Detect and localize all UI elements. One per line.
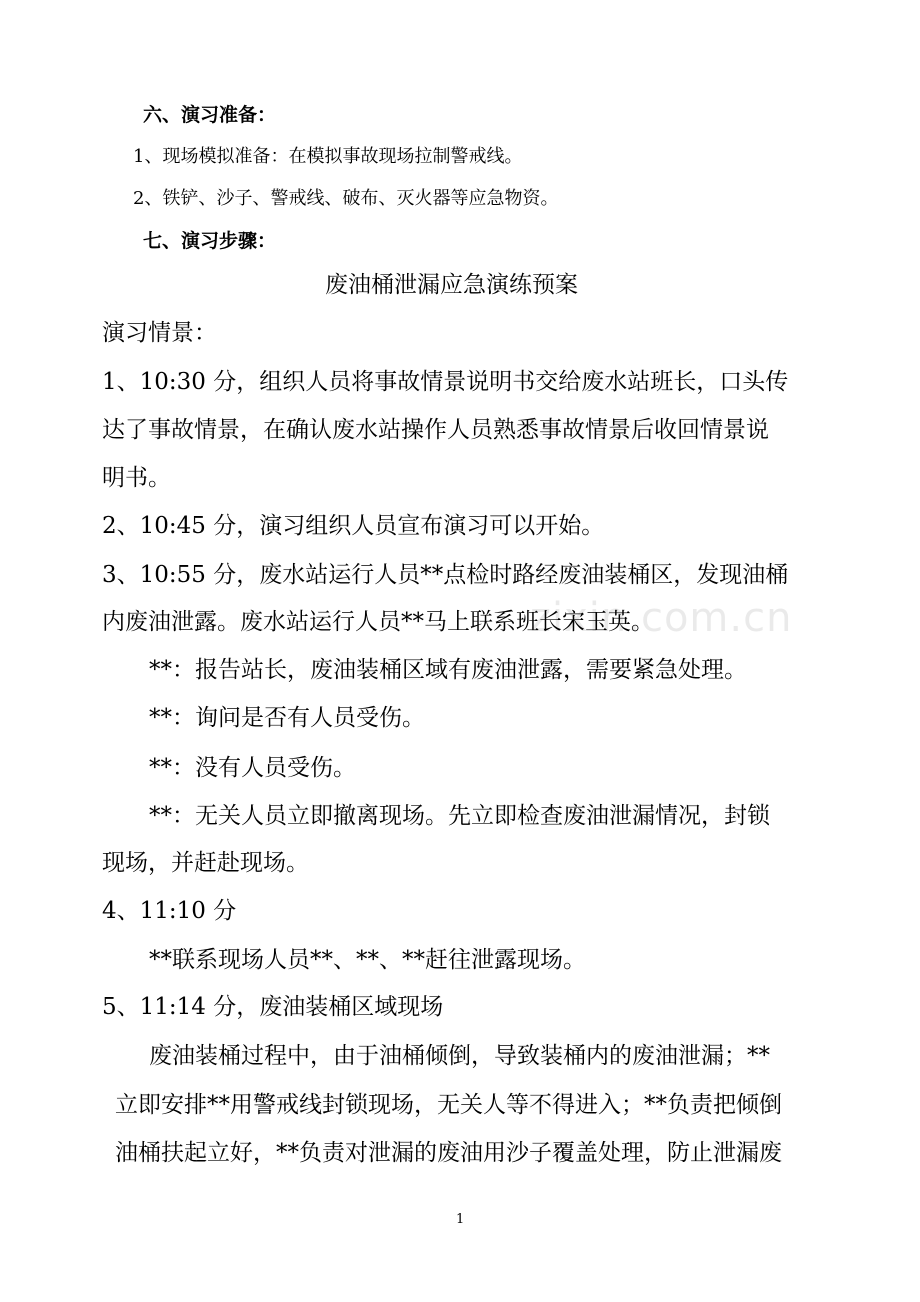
step-1-line-1: 1、10:30 分，组织人员将事故情景说明书交给废水站班长，口头传 <box>102 369 789 395</box>
step-5: 5、11:14 分，废油装桶区域现场 <box>102 994 444 1020</box>
watermark: zixin.com.cn <box>530 595 793 641</box>
dialog-line-4-cont: 现场，并赶赴现场。 <box>102 850 309 876</box>
dialog-line-2: **：询问是否有人员受伤。 <box>149 705 425 731</box>
page-number: 1 <box>456 1212 465 1227</box>
step-5-para-line-1: 废油装桶过程中，由于油桶倾倒，导致装桶内的废油泄漏；** <box>149 1043 770 1069</box>
step-4: 4、11:10 分 <box>102 898 237 924</box>
dialog-line-4: **：无关人员立即撤离现场。先立即检查废油泄漏情况，封锁 <box>149 803 770 829</box>
step-5-para-line-2: 立即安排**用警戒线封锁现场，无关人等不得进入；**负责把倾倒 <box>115 1092 782 1118</box>
section-6-item-2: 2、铁铲、沙子、警戒线、破布、灭火器等应急物资。 <box>133 188 559 209</box>
dialog-line-1: **：报告站长，废油装桶区域有废油泄露，需要紧急处理。 <box>149 657 747 683</box>
section-7-heading: 七、演习步骤： <box>143 230 277 252</box>
step-3-line-1: 3、10:55 分，废水站运行人员**点检时路经废油装桶区，发现油桶 <box>102 562 789 588</box>
step-1-line-3: 明书。 <box>102 465 171 491</box>
scenario-label: 演习情景： <box>102 320 217 346</box>
step-2: 2、10:45 分，演习组织人员宣布演习可以开始。 <box>102 513 605 539</box>
section-6-item-1: 1、现场模拟准备：在模拟事故现场拉制警戒线。 <box>133 146 523 167</box>
step-5-para-line-3: 油桶扶起立好，**负责对泄漏的废油用沙子覆盖处理，防止泄漏废 <box>115 1140 782 1166</box>
step-3-line-2: 内废油泄露。废水站运行人员**马上联系班长宋玉英。 <box>102 609 654 635</box>
section-6-heading: 六、演习准备： <box>143 104 277 126</box>
plan-title: 废油桶泄漏应急演练预案 <box>325 272 578 298</box>
step-1-line-2: 达了事故情景，在确认废水站操作人员熟悉事故情景后收回情景说 <box>102 417 769 443</box>
step-4-detail: **联系现场人员**、**、**赶往泄露现场。 <box>149 947 586 973</box>
dialog-line-3: **：没有人员受伤。 <box>149 755 356 781</box>
